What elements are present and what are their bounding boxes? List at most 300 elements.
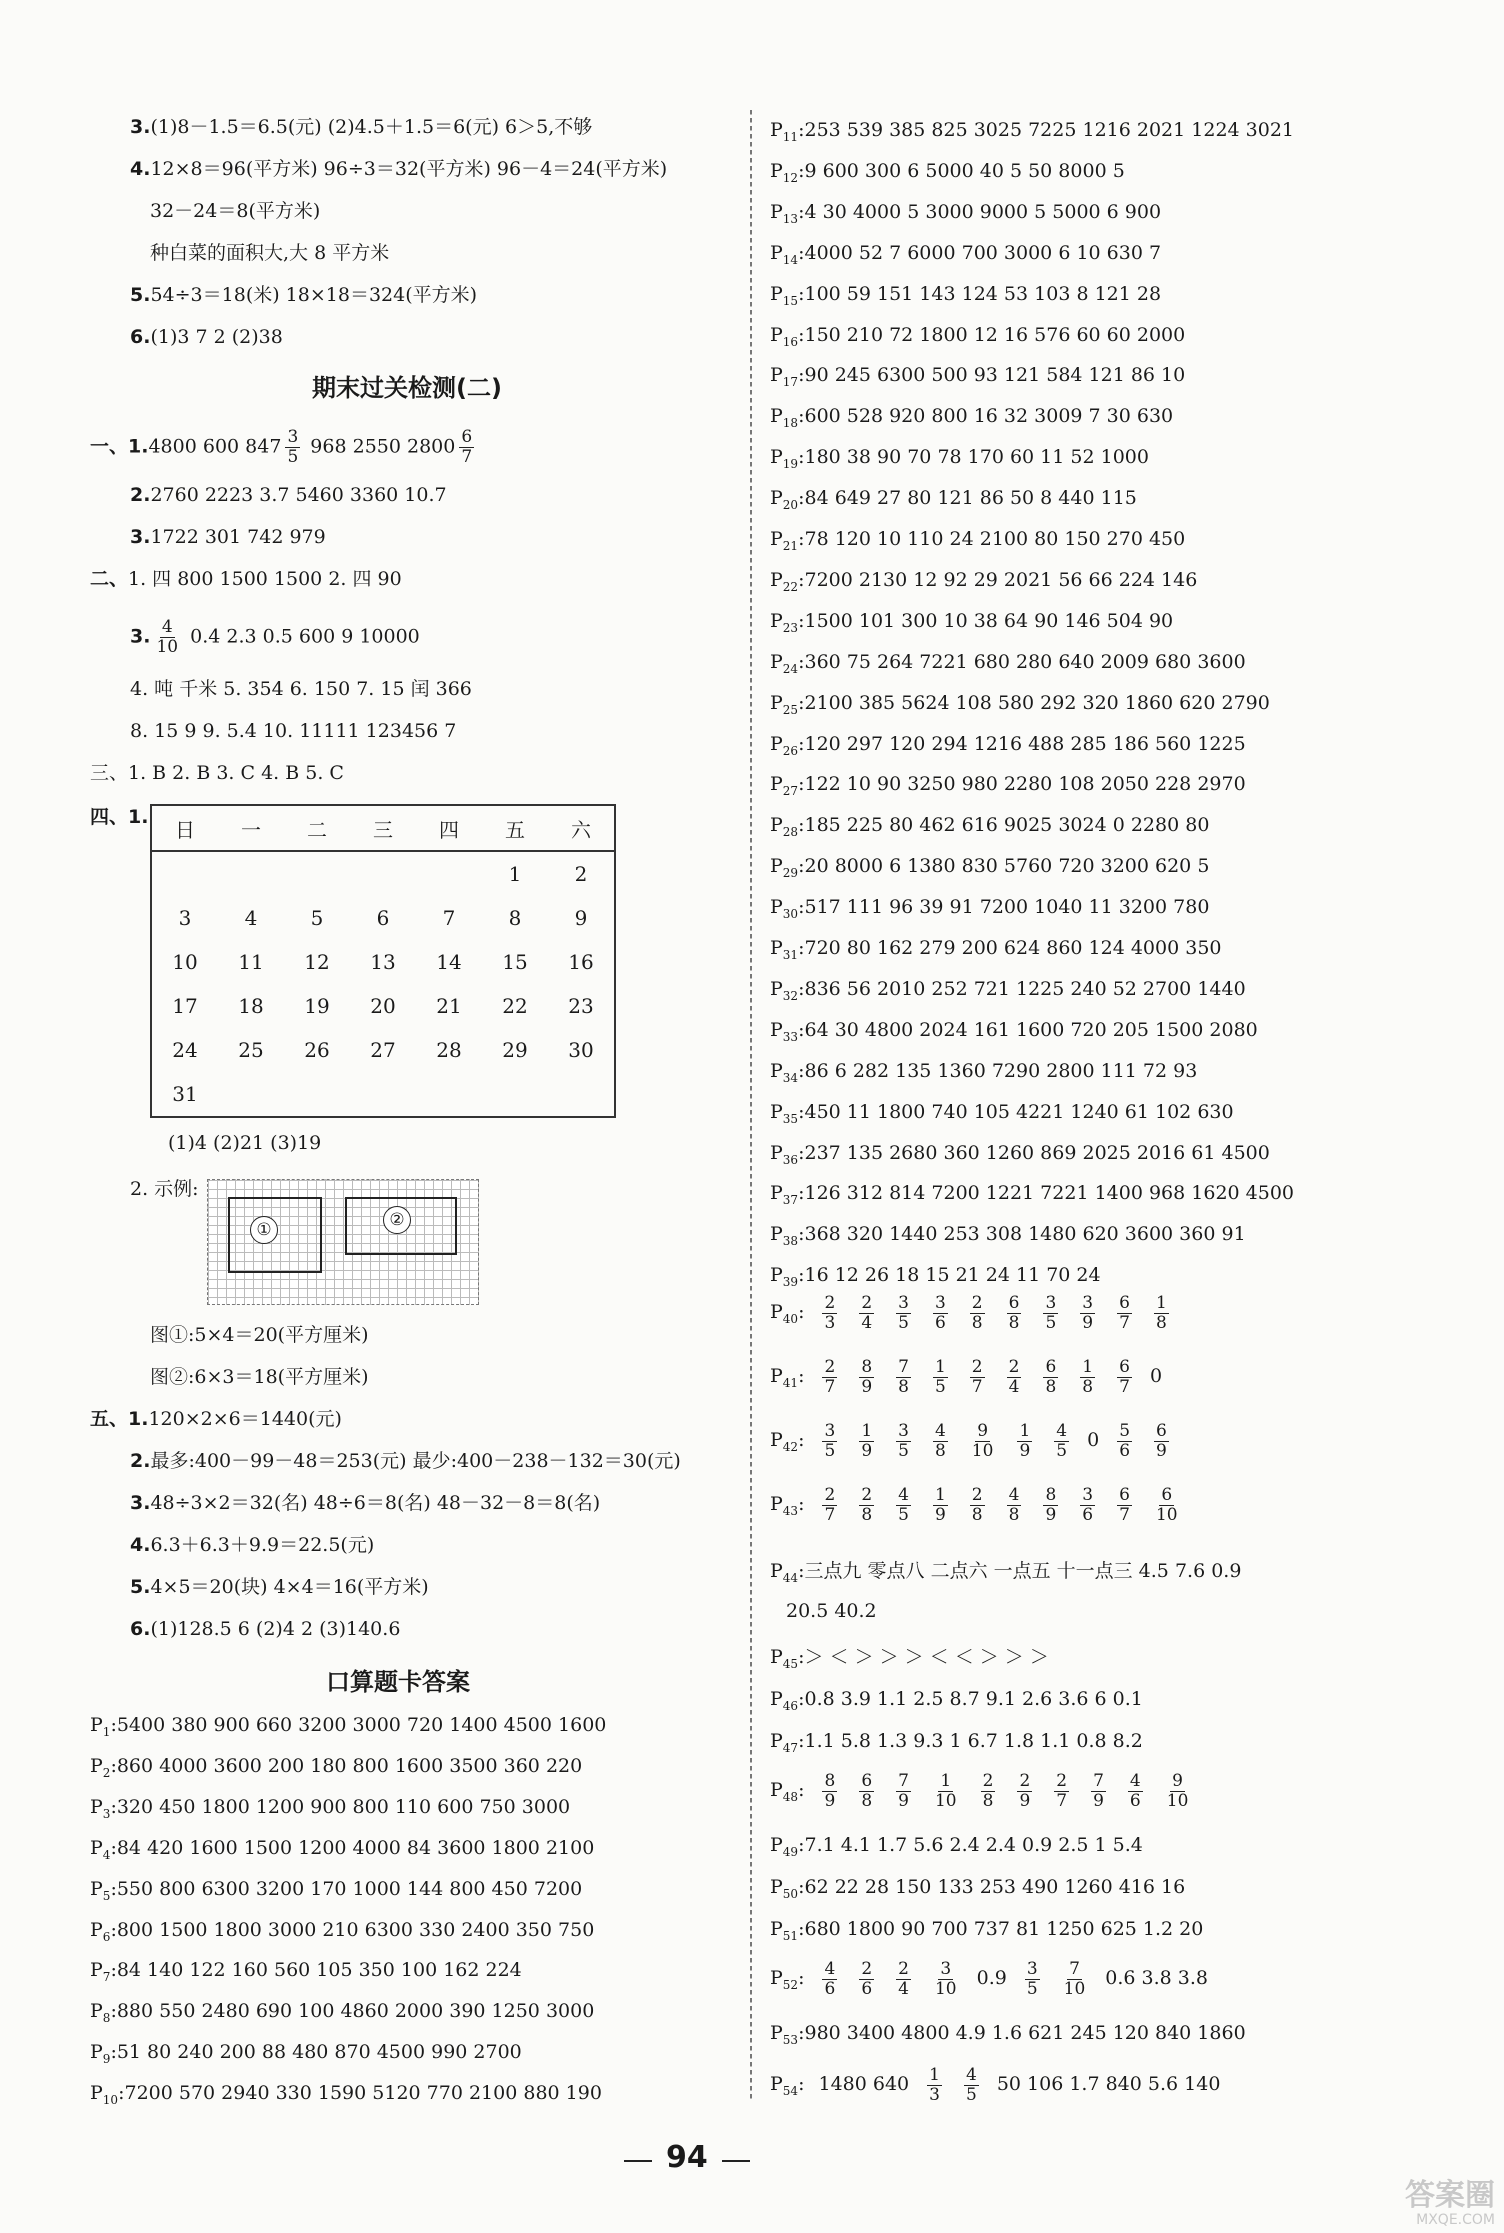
part-label: 四、1. bbox=[90, 806, 149, 828]
fraction-numerator: 2 bbox=[971, 1292, 983, 1313]
colon: : bbox=[798, 732, 805, 755]
page-ref-label: P bbox=[90, 2041, 103, 2064]
fraction-numerator: 6 bbox=[1045, 1356, 1057, 1377]
page-ref-number: 52 bbox=[782, 1977, 799, 1992]
fraction bbox=[896, 1294, 911, 1333]
oral-answer-line bbox=[770, 935, 1222, 968]
oral-answer-line bbox=[770, 2020, 1246, 2053]
page-ref-number: 40 bbox=[782, 1311, 799, 1326]
colon: : bbox=[110, 1836, 117, 1859]
calendar-day-cell bbox=[284, 1072, 350, 1117]
calendar-day-cell: 15 bbox=[502, 950, 528, 974]
oral-answer-line bbox=[770, 1058, 1197, 1091]
fraction-numerator: 4 bbox=[898, 1484, 909, 1505]
fraction-denominator: 5 bbox=[824, 1440, 836, 1461]
fraction-denominator: 8 bbox=[971, 1504, 983, 1525]
answer-line bbox=[130, 1532, 374, 1558]
fraction-denominator: 8 bbox=[1155, 1312, 1167, 1333]
colon: : bbox=[798, 1560, 805, 1582]
calendar-table bbox=[150, 804, 616, 1118]
fraction-numerator: 1 bbox=[929, 2064, 940, 2085]
page-ref-label: P bbox=[770, 609, 783, 632]
fraction-denominator: 7 bbox=[461, 447, 473, 467]
calendar-day-cell: 5 bbox=[310, 906, 324, 930]
answer-values: 237 135 2680 360 1260 869 2025 2016 61 4500 bbox=[804, 1141, 1270, 1164]
page-ref-number: 43 bbox=[782, 1503, 799, 1518]
page-ref-label: P bbox=[770, 1365, 783, 1387]
colon: : bbox=[798, 1182, 805, 1205]
fraction bbox=[1154, 1422, 1169, 1461]
calendar-day-cell bbox=[416, 1072, 482, 1117]
page-ref-label: P bbox=[770, 487, 783, 510]
fraction bbox=[285, 428, 300, 467]
answer-values: 100 59 151 143 124 53 103 8 121 28 bbox=[804, 282, 1162, 305]
oral-answer-line bbox=[770, 362, 1185, 395]
answer-line bbox=[90, 1406, 342, 1432]
colon: : bbox=[798, 200, 805, 223]
oral-answer-line bbox=[770, 444, 1149, 477]
answer-values: 0 bbox=[1087, 1429, 1100, 1451]
answer-line bbox=[150, 1364, 369, 1390]
question-number: 3. bbox=[130, 526, 151, 548]
answer-values: 0.9 bbox=[976, 1967, 1007, 1989]
fraction-denominator: 9 bbox=[824, 1790, 836, 1811]
answer-values: 122 10 90 3250 980 2280 108 2050 228 2970 bbox=[804, 773, 1246, 796]
answer-line bbox=[168, 1130, 321, 1156]
page-ref-number: 31 bbox=[782, 947, 799, 962]
question-number: 5. bbox=[130, 1576, 151, 1598]
page-ref-number: 47 bbox=[782, 1740, 799, 1755]
answer-values: 550 800 6300 3200 170 1000 144 800 450 7200 bbox=[116, 1877, 583, 1900]
calendar-day-cell bbox=[284, 851, 350, 896]
page-ref-number: 45 bbox=[782, 1656, 799, 1671]
oral-answer-line bbox=[770, 690, 1270, 723]
calendar-day-cell: 27 bbox=[370, 1038, 396, 1062]
fraction-numerator: 2 bbox=[982, 1770, 994, 1791]
page-ref-number: 53 bbox=[782, 2032, 799, 2047]
answer-values: 1.1 5.8 1.3 9.3 1 6.7 1.8 1.1 0.8 8.2 bbox=[804, 1730, 1143, 1752]
answer-text: 4×5＝20(块) 4×4＝16(平方米) bbox=[150, 1576, 429, 1598]
fraction-denominator: 10 bbox=[934, 1790, 957, 1811]
calendar-row bbox=[151, 940, 615, 984]
colon: : bbox=[798, 650, 805, 673]
fraction-numerator: 7 bbox=[898, 1356, 909, 1377]
page-ref-number: 33 bbox=[782, 1029, 799, 1044]
answer-line bbox=[130, 1616, 400, 1642]
colon: : bbox=[798, 1834, 805, 1856]
fraction bbox=[859, 1960, 874, 1999]
fraction-answer-line bbox=[770, 1482, 1184, 1533]
colon: : bbox=[798, 159, 805, 182]
calendar-header-cell: 三 bbox=[350, 805, 416, 851]
answer-text: 1722 301 742 979 bbox=[150, 526, 326, 548]
colon: : bbox=[110, 2041, 117, 2064]
fraction bbox=[154, 618, 180, 657]
page-ref-label: P bbox=[90, 1795, 103, 1818]
answer-values: 7200 2130 12 92 29 2021 56 66 224 146 bbox=[804, 568, 1198, 591]
fraction-denominator: 5 bbox=[898, 1504, 909, 1525]
oral-answer-line bbox=[770, 1832, 1143, 1865]
answer-values: 5400 380 900 660 3200 3000 720 1400 4500 1600 bbox=[116, 1714, 607, 1736]
fraction-numerator: 2 bbox=[971, 1484, 983, 1505]
calendar-day-cell: 30 bbox=[568, 1038, 594, 1062]
fraction-denominator: 7 bbox=[1119, 1312, 1130, 1333]
section-title: 口算题卡答案 bbox=[326, 1668, 470, 1696]
page-ref-number: 29 bbox=[782, 865, 799, 880]
colon: : bbox=[798, 1059, 805, 1082]
fraction-numerator: 2 bbox=[861, 1292, 873, 1313]
fraction bbox=[927, 2066, 942, 2105]
answer-line bbox=[130, 114, 592, 140]
oral-answer-line bbox=[770, 1728, 1143, 1761]
fraction-answer-line bbox=[770, 1956, 1208, 2007]
fraction-numerator: 6 bbox=[1008, 1292, 1020, 1313]
fraction-denominator: 5 bbox=[1045, 1312, 1057, 1333]
page-ref-number: 35 bbox=[782, 1111, 799, 1126]
question-number: 3. bbox=[130, 116, 151, 138]
fraction-numerator: 4 bbox=[1129, 1770, 1141, 1791]
colon: : bbox=[798, 1429, 805, 1451]
fraction-numerator: 3 bbox=[940, 1958, 952, 1979]
fraction-numerator: 2 bbox=[971, 1356, 983, 1377]
calendar-day-cell: 23 bbox=[568, 994, 594, 1018]
page-ref-number: 12 bbox=[782, 170, 799, 185]
fraction-numerator: 2 bbox=[861, 1958, 873, 1979]
colon: : bbox=[798, 405, 805, 428]
page-ref-label: P bbox=[770, 1688, 783, 1710]
question-number: 2. bbox=[130, 1450, 151, 1472]
fraction-denominator: 9 bbox=[861, 1376, 873, 1397]
fraction bbox=[1091, 1772, 1106, 1811]
answer-values: 64 30 4800 2024 161 1600 720 205 1500 2080 bbox=[804, 1018, 1258, 1041]
fraction bbox=[859, 1772, 874, 1811]
fraction-denominator: 5 bbox=[1056, 1440, 1068, 1461]
question-number: 6. bbox=[130, 326, 151, 348]
page-ref-number: 9 bbox=[102, 2051, 111, 2066]
answer-text: 最多:400－99－48＝253(元) 最少:400－238－132＝30(元) bbox=[150, 1450, 681, 1472]
page-ref-label: P bbox=[90, 1918, 103, 1941]
question-number: 5. bbox=[130, 284, 151, 306]
fraction bbox=[1043, 1294, 1058, 1333]
oral-answer-line bbox=[770, 199, 1161, 232]
colon: : bbox=[110, 1877, 117, 1900]
fraction-numerator: 2 bbox=[861, 1484, 873, 1505]
page-ref-number: 7 bbox=[102, 1970, 111, 1985]
page-ref-label: P bbox=[770, 1018, 783, 1041]
fraction bbox=[859, 1294, 874, 1333]
calendar-day-cell: 17 bbox=[172, 994, 198, 1018]
page-ref-label: P bbox=[770, 1560, 783, 1582]
fraction-denominator: 7 bbox=[1119, 1504, 1130, 1525]
page-ref-number: 28 bbox=[782, 825, 799, 840]
calendar-day-cell bbox=[482, 1072, 548, 1117]
calendar-day-cell: 1 bbox=[508, 862, 522, 886]
oral-answer-line bbox=[90, 2080, 602, 2113]
fraction-numerator: 6 bbox=[461, 427, 473, 447]
fraction bbox=[822, 1358, 837, 1397]
answer-values: 62 22 28 150 133 253 490 1260 416 16 bbox=[804, 1876, 1186, 1898]
answer-line bbox=[130, 618, 420, 657]
answer-text: 图①:5×4＝20(平方厘米) bbox=[150, 1324, 369, 1346]
fraction bbox=[1043, 1486, 1058, 1525]
page-ref-label: P bbox=[770, 855, 783, 878]
oral-answer-line bbox=[770, 403, 1173, 436]
fraction bbox=[1043, 1358, 1058, 1397]
calendar-day-cell: 21 bbox=[436, 994, 462, 1018]
oral-answer-line bbox=[770, 771, 1246, 804]
answer-line bbox=[90, 566, 402, 592]
answer-values: 600 528 920 800 16 32 3009 7 30 630 bbox=[804, 405, 1174, 428]
oral-answer-line bbox=[90, 1712, 606, 1745]
fraction-denominator: 6 bbox=[824, 1978, 836, 1999]
page-ref-number: 20 bbox=[782, 497, 799, 512]
fraction-denominator: 5 bbox=[965, 2084, 977, 2105]
oral-answer-line bbox=[770, 485, 1137, 518]
answer-values: 84 420 1600 1500 1200 4000 84 3600 1800 2100 bbox=[116, 1836, 595, 1859]
fraction-numerator: 5 bbox=[1119, 1420, 1131, 1441]
page-ref-label: P bbox=[770, 200, 783, 223]
colon: : bbox=[798, 1100, 805, 1123]
oral-answer-line bbox=[770, 158, 1125, 191]
fraction-numerator: 6 bbox=[1119, 1292, 1130, 1313]
fraction bbox=[1117, 1422, 1132, 1461]
fraction-denominator: 8 bbox=[861, 1504, 873, 1525]
fraction-numerator: 1 bbox=[940, 1770, 952, 1791]
fraction bbox=[1017, 1422, 1032, 1461]
calendar-header-cell: 一 bbox=[218, 805, 284, 851]
dotted-grid-figure bbox=[207, 1179, 479, 1305]
colon: : bbox=[798, 1493, 805, 1515]
question-number: 6. bbox=[130, 1618, 151, 1640]
colon: : bbox=[798, 2022, 805, 2044]
calendar-header-cell: 五 bbox=[482, 805, 548, 851]
oral-answer-line bbox=[770, 281, 1161, 314]
fraction-numerator: 3 bbox=[1082, 1292, 1094, 1313]
calendar-row bbox=[151, 1072, 615, 1117]
answer-text: (1)3 7 2 (2)38 bbox=[150, 326, 283, 348]
oral-answer-line bbox=[770, 1644, 1049, 1677]
answer-values: 9 600 300 6 5000 40 5 50 8000 5 bbox=[804, 159, 1125, 182]
fraction-denominator: 8 bbox=[1082, 1376, 1094, 1397]
page-ref-number: 2 bbox=[102, 1765, 111, 1780]
fraction-denominator: 8 bbox=[1008, 1312, 1020, 1333]
calendar-row bbox=[151, 1028, 615, 1072]
page-ref-number: 38 bbox=[782, 1234, 799, 1249]
fraction bbox=[896, 1486, 911, 1525]
page-ref-number: 18 bbox=[782, 416, 799, 431]
page-ref-number: 22 bbox=[782, 579, 799, 594]
calendar-day-cell: 3 bbox=[178, 906, 192, 930]
answer-values: 20 8000 6 1380 830 5760 720 3200 620 5 bbox=[804, 855, 1210, 878]
page-ref-label: P bbox=[770, 2073, 783, 2095]
answer-line bbox=[130, 524, 326, 550]
fraction bbox=[1054, 1422, 1069, 1461]
answer-text: 8. 15 9 9. 5.4 10. 11111 123456 7 bbox=[130, 720, 457, 742]
fraction-denominator: 6 bbox=[861, 1978, 873, 1999]
calendar-day-cell: 29 bbox=[502, 1038, 528, 1062]
colon: : bbox=[798, 568, 805, 591]
fraction-numerator: 2 bbox=[1019, 1770, 1031, 1791]
watermark-logo: 答案圈 MXQE.COM bbox=[1405, 2178, 1495, 2228]
calendar-day-cell: 2 bbox=[574, 862, 588, 886]
page-ref-label: P bbox=[770, 1646, 783, 1668]
answer-values: 90 245 6300 500 93 121 584 121 86 10 bbox=[804, 364, 1186, 387]
page-ref-label: P bbox=[770, 1182, 783, 1205]
page-ref-number: 6 bbox=[102, 1929, 111, 1944]
answer-values: 880 550 2480 690 100 4860 2000 390 1250 3000 bbox=[116, 2000, 595, 2023]
fraction bbox=[859, 1486, 874, 1525]
fraction bbox=[1007, 1486, 1022, 1525]
page-ref-label: P bbox=[770, 528, 783, 550]
fraction bbox=[1154, 1294, 1169, 1333]
page-ref-number: 34 bbox=[782, 1070, 799, 1085]
calendar-day-cell bbox=[350, 1072, 416, 1117]
calendar-day-cell: 4 bbox=[244, 906, 258, 930]
colon: : bbox=[798, 896, 805, 919]
answer-values: 20.5 40.2 bbox=[786, 1600, 877, 1622]
fraction bbox=[859, 1358, 874, 1397]
answer-values: 320 450 1800 1200 900 800 110 600 750 3000 bbox=[116, 1795, 571, 1818]
fraction-numerator: 6 bbox=[1156, 1420, 1167, 1441]
calendar-day-cell: 10 bbox=[172, 950, 198, 974]
answer-values: 78 120 10 110 24 2100 80 150 270 450 bbox=[804, 528, 1186, 550]
colon: : bbox=[798, 241, 805, 264]
oral-answer-line bbox=[90, 1957, 522, 1990]
fraction-numerator: 1 bbox=[934, 1356, 946, 1377]
fraction bbox=[1025, 1960, 1040, 1999]
answer-values: 360 75 264 7221 680 280 640 2009 680 3600 bbox=[804, 650, 1246, 673]
colon: : bbox=[798, 1141, 805, 1164]
answer-line bbox=[130, 282, 477, 308]
oral-answer-line bbox=[770, 812, 1209, 845]
page-ref-label: P bbox=[90, 1714, 103, 1736]
answer-values: 50 106 1.7 840 5.6 140 bbox=[996, 2073, 1221, 2095]
fraction-denominator: 9 bbox=[934, 1504, 946, 1525]
part-label: 五、 bbox=[90, 1408, 129, 1430]
fraction-numerator: 4 bbox=[1008, 1484, 1020, 1505]
colon: : bbox=[110, 2000, 117, 2023]
oral-answer-line bbox=[770, 526, 1185, 559]
fraction-numerator: 2 bbox=[824, 1484, 836, 1505]
colon: : bbox=[798, 2073, 805, 2095]
fraction-numerator: 4 bbox=[934, 1420, 946, 1441]
fraction-numerator: 7 bbox=[898, 1770, 909, 1791]
page-ref-label: P bbox=[770, 1223, 783, 1246]
calendar-day-cell: 24 bbox=[172, 1038, 198, 1062]
fraction bbox=[1128, 1772, 1143, 1811]
answer-values: 120 297 120 294 1216 488 285 186 560 1225 bbox=[804, 732, 1246, 755]
calendar-row bbox=[151, 896, 615, 940]
answer-line bbox=[130, 1574, 429, 1600]
fraction-denominator: 6 bbox=[1082, 1504, 1094, 1525]
page-ref-number: 25 bbox=[782, 702, 799, 717]
fraction bbox=[1007, 1294, 1022, 1333]
fraction-answer-line bbox=[770, 1290, 1173, 1341]
page-ref-number: 44 bbox=[782, 1570, 799, 1585]
colon: : bbox=[110, 1959, 117, 1982]
fraction-numerator: 3 bbox=[1026, 1958, 1038, 1979]
answer-text: 图②:6×3＝18(平方厘米) bbox=[150, 1366, 369, 1388]
answer-values: 7200 570 2940 330 1590 5120 770 2100 880 190 bbox=[124, 2082, 602, 2105]
answer-line bbox=[150, 198, 320, 224]
page-ref-label: P bbox=[770, 814, 783, 837]
page-ref-number: 37 bbox=[782, 1193, 799, 1208]
fraction bbox=[1165, 1772, 1191, 1811]
calendar-day-cell: 28 bbox=[436, 1038, 462, 1062]
calendar-day-cell bbox=[548, 1072, 615, 1117]
oral-answer-line bbox=[90, 1794, 570, 1827]
calendar-day-cell: 18 bbox=[238, 994, 264, 1018]
page-ref-number: 24 bbox=[782, 661, 799, 676]
question-number: 1. bbox=[128, 1408, 149, 1430]
oral-answer-line bbox=[90, 1876, 582, 1909]
colon: : bbox=[798, 1967, 805, 1989]
calendar-day-cell bbox=[218, 1072, 284, 1117]
fraction-answer-line bbox=[770, 2062, 1220, 2113]
fraction-denominator: 9 bbox=[861, 1440, 873, 1461]
oral-answer-line bbox=[770, 1180, 1294, 1213]
question-number: 2. bbox=[130, 484, 151, 506]
colon: : bbox=[798, 1223, 805, 1246]
answer-text: (1)4 (2)21 (3)19 bbox=[168, 1132, 322, 1154]
answer-values: 1480 640 bbox=[818, 2073, 910, 2095]
colon: : bbox=[798, 1876, 805, 1898]
answer-line bbox=[150, 1322, 369, 1348]
oral-answer-line bbox=[770, 976, 1246, 1009]
fraction-numerator: 2 bbox=[824, 1356, 836, 1377]
oral-answer-line bbox=[770, 1221, 1246, 1254]
page-ref-label: P bbox=[770, 1429, 783, 1451]
page-ref-label: P bbox=[770, 1967, 783, 1989]
answer-values: 680 1800 90 700 737 81 1250 625 1.2 20 bbox=[804, 1918, 1204, 1940]
fraction-denominator: 9 bbox=[1045, 1504, 1057, 1525]
page-ref-label: P bbox=[770, 937, 783, 959]
oral-answer-line bbox=[770, 322, 1185, 355]
oral-answer-line bbox=[770, 1686, 1143, 1719]
part-label: 二、 bbox=[90, 568, 129, 590]
fraction bbox=[970, 1486, 985, 1525]
answer-text: 2. 示例: bbox=[130, 1178, 199, 1200]
fraction-denominator: 10 bbox=[934, 1978, 957, 1999]
colon: : bbox=[798, 1779, 805, 1801]
oral-answer-line bbox=[770, 1558, 1241, 1591]
calendar-day-cell: 12 bbox=[304, 950, 330, 974]
fraction bbox=[896, 1772, 911, 1811]
fraction bbox=[822, 1960, 837, 1999]
colon: : bbox=[798, 1301, 805, 1323]
answer-text: 48÷3×2＝32(名) 48÷6＝8(名) 48－32－8＝8(名) bbox=[150, 1492, 601, 1514]
colon: : bbox=[798, 528, 805, 550]
question-number: 4. bbox=[130, 158, 151, 180]
oral-answer-line bbox=[770, 853, 1209, 886]
fraction-denominator: 7 bbox=[1056, 1790, 1068, 1811]
calendar-day-cell bbox=[218, 851, 284, 896]
fraction bbox=[1080, 1358, 1095, 1397]
fraction bbox=[822, 1294, 837, 1333]
page-ref-number: 1 bbox=[102, 1724, 111, 1739]
answer-line bbox=[130, 1448, 681, 1474]
fraction-denominator: 10 bbox=[971, 1440, 994, 1461]
answer-text: 12×8＝96(平方米) 96÷3＝32(平方米) 96－4＝24(平方米) bbox=[150, 158, 668, 180]
fraction-numerator: 2 bbox=[824, 1292, 836, 1313]
calendar-day-cell: 22 bbox=[502, 994, 528, 1018]
fraction-numerator: 4 bbox=[1056, 1420, 1068, 1441]
fraction bbox=[1007, 1358, 1022, 1397]
page-ref-label: P bbox=[770, 1493, 783, 1515]
colon: : bbox=[798, 814, 805, 837]
page-ref-number: 54 bbox=[782, 2083, 799, 2098]
answer-values: 860 4000 3600 200 180 800 1600 3500 360 220 bbox=[116, 1754, 583, 1777]
